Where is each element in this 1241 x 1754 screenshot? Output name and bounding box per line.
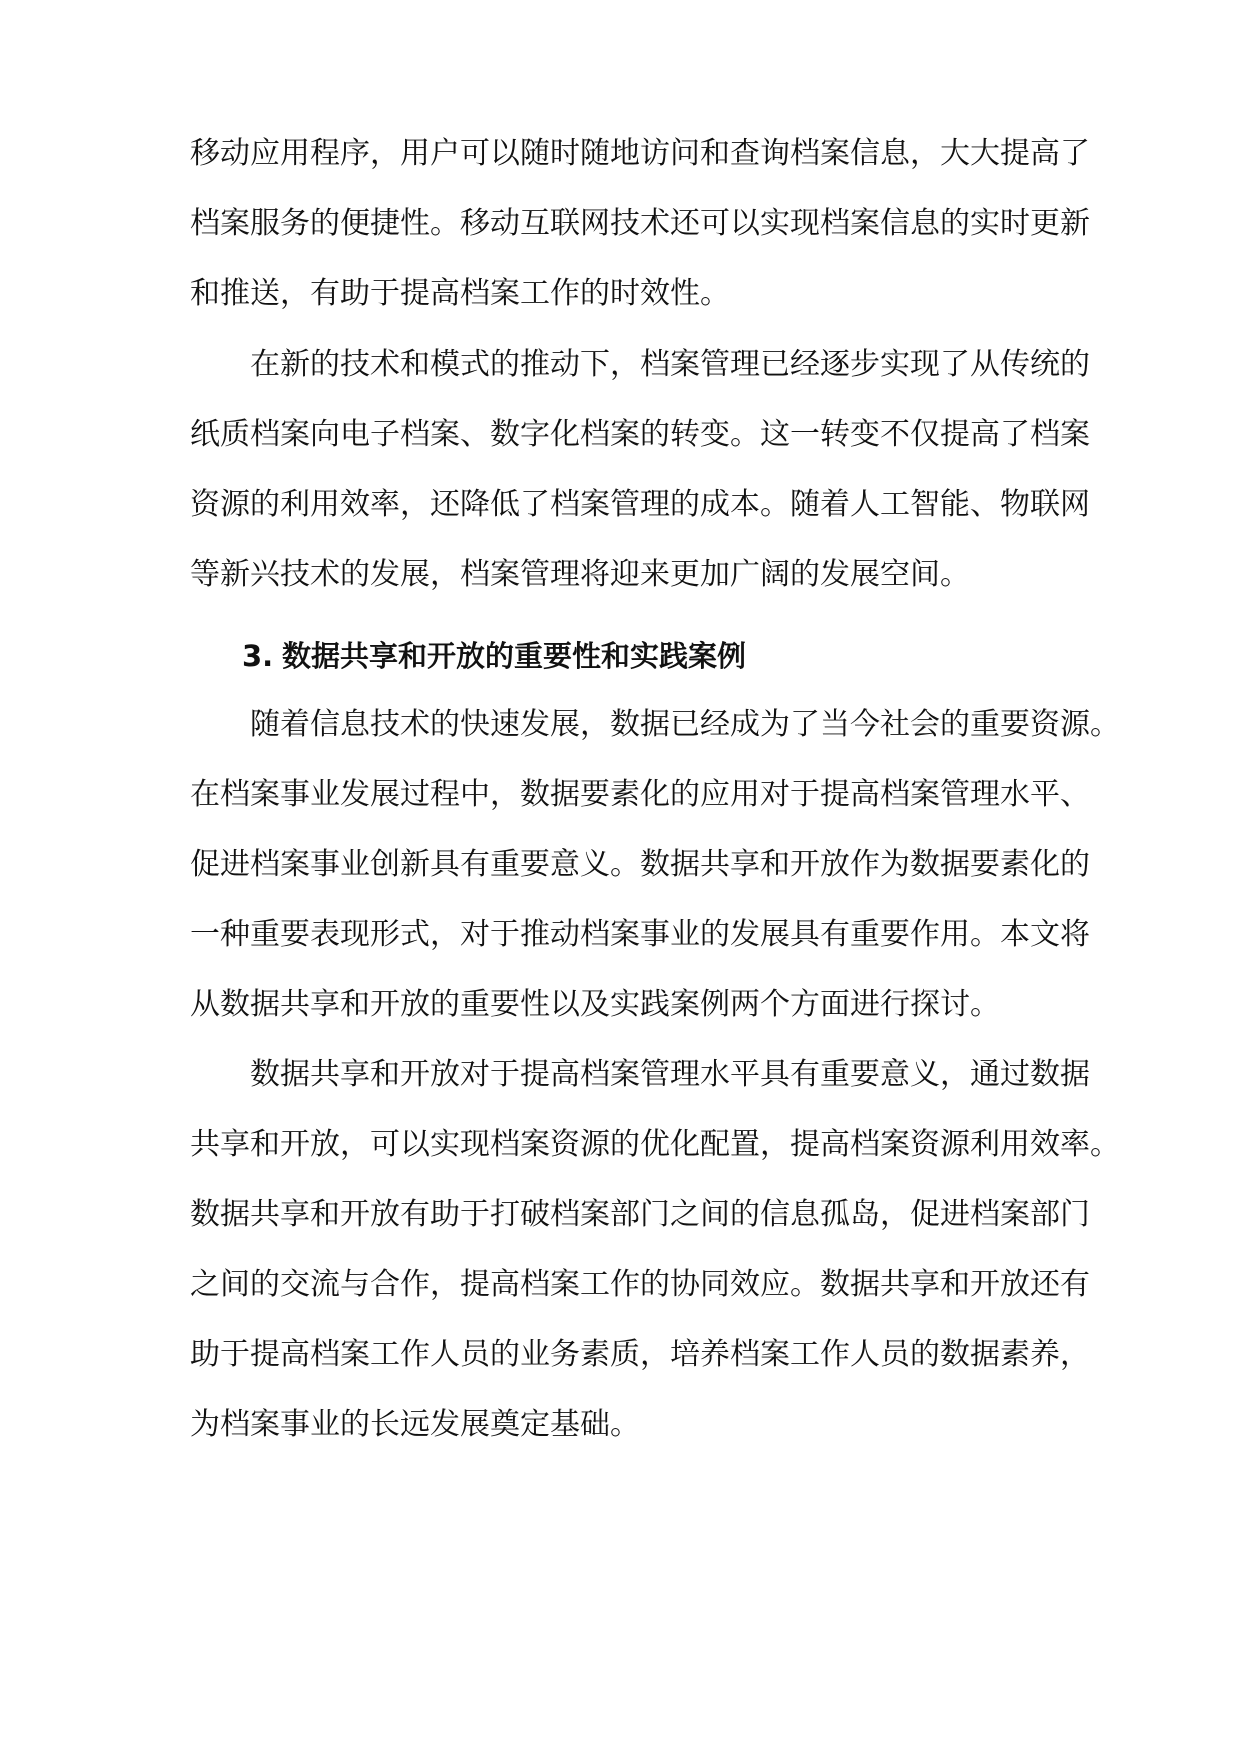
- section-title: 数据共享和开放的重要性和实践案例: [282, 639, 747, 673]
- paragraph-4-line-4: 之间的交流与合作，提高档案工作的协同效应。数据共享和开放还有: [190, 1267, 1090, 1302]
- paragraph-2-line-2: 纸质档案向电子档案、数字化档案的转变。这一转变不仅提高了档案: [190, 417, 1090, 452]
- paragraph-3-line-2: 在档案事业发展过程中，数据要素化的应用对于提高档案管理水平、: [190, 777, 1090, 812]
- paragraph-1-line-1: 移动应用程序，用户可以随时随地访问和查询档案信息，大大提高了: [190, 136, 1090, 171]
- paragraph-2-line-1: 在新的技术和模式的推动下，档案管理已经逐步实现了从传统的: [250, 347, 1090, 382]
- paragraph-1-line-3: 和推送，有助于提高档案工作的时效性。: [190, 276, 730, 311]
- paragraph-3-line-1: 随着信息技术的快速发展，数据已经成为了当今社会的重要资源。: [250, 707, 1120, 742]
- paragraph-4-line-3: 数据共享和开放有助于打破档案部门之间的信息孤岛，促进档案部门: [190, 1197, 1090, 1232]
- paragraph-1-line-2: 档案服务的便捷性。移动互联网技术还可以实现档案信息的实时更新: [190, 206, 1090, 241]
- document-page: [190, 0, 1120, 1754]
- section-number: 3.: [242, 639, 274, 673]
- paragraph-2-line-4: 等新兴技术的发展，档案管理将迎来更加广阔的发展空间。: [190, 557, 970, 592]
- section-heading: [242, 636, 746, 676]
- paragraph-3-line-5: 从数据共享和开放的重要性以及实践案例两个方面进行探讨。: [190, 987, 1000, 1022]
- paragraph-3-line-3: 促进档案事业创新具有重要意义。数据共享和开放作为数据要素化的: [190, 847, 1090, 882]
- paragraph-4-line-6: 为档案事业的长远发展奠定基础。: [190, 1407, 640, 1442]
- paragraph-4-line-5: 助于提高档案工作人员的业务素质，培养档案工作人员的数据素养，: [190, 1337, 1090, 1372]
- paragraph-4-line-1: 数据共享和开放对于提高档案管理水平具有重要意义，通过数据: [250, 1057, 1090, 1092]
- paragraph-4-line-2: 共享和开放，可以实现档案资源的优化配置，提高档案资源利用效率。: [190, 1127, 1120, 1162]
- paragraph-3-line-4: 一种重要表现形式，对于推动档案事业的发展具有重要作用。本文将: [190, 917, 1090, 952]
- paragraph-2-line-3: 资源的利用效率，还降低了档案管理的成本。随着人工智能、物联网: [190, 487, 1090, 522]
